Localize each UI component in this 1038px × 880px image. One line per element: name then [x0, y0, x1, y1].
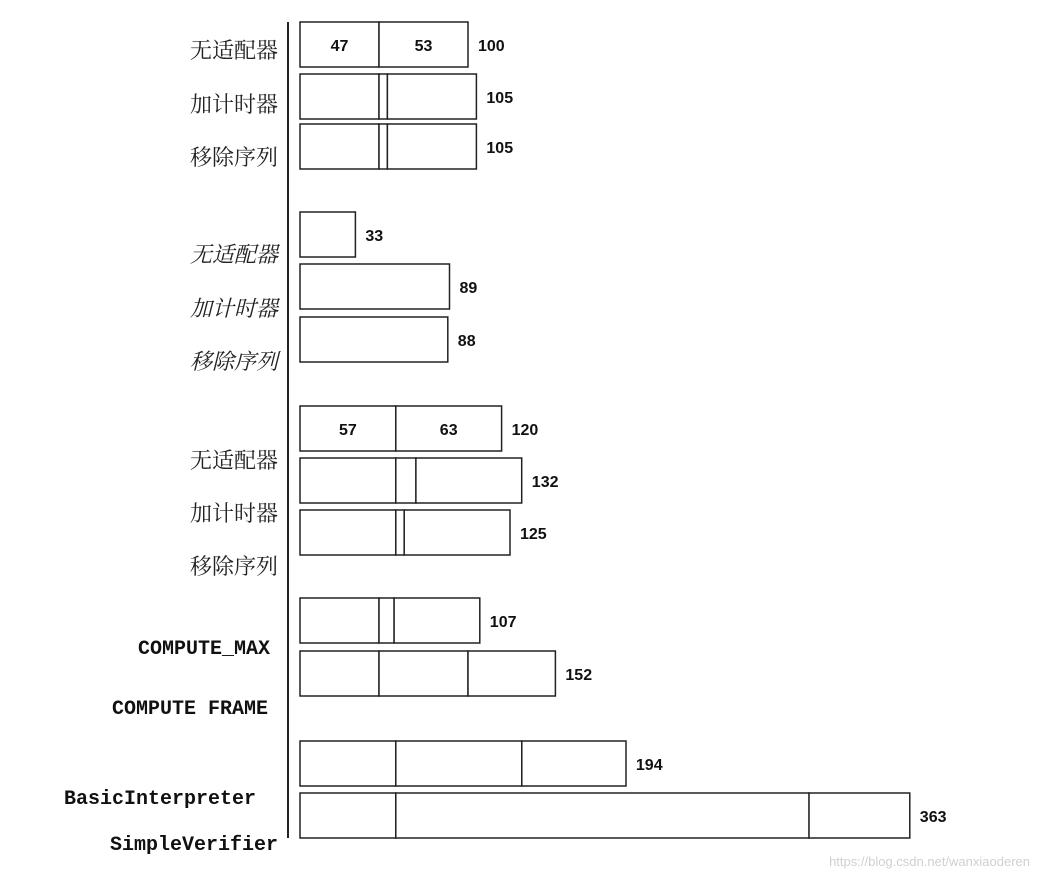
bar-total-label: 105	[486, 140, 514, 157]
bar-segment	[387, 74, 476, 119]
bar	[300, 406, 538, 451]
bar-segment	[300, 458, 396, 503]
segment-value-label: 53	[414, 38, 433, 55]
category-label: SimpleVerifier	[109, 834, 278, 857]
bar-segment	[300, 741, 396, 786]
segment-value-label: 57	[339, 422, 357, 439]
bar	[300, 317, 476, 362]
category-label: 无适配器	[189, 449, 278, 474]
bar	[300, 124, 513, 169]
bar-segment	[300, 124, 379, 169]
bar	[300, 74, 513, 119]
bar-total-label: 152	[565, 667, 593, 684]
bar-total-label: 363	[919, 809, 947, 826]
bar-segment	[300, 510, 396, 555]
category-label: 加计时器	[189, 297, 278, 322]
bar-total-label: 88	[457, 333, 476, 350]
bar	[300, 458, 559, 503]
category-label: COMPUTE FRAME	[111, 698, 268, 721]
bar-segment	[300, 264, 450, 309]
bar-segment	[809, 793, 910, 838]
category-label: 加计时器	[189, 93, 278, 118]
category-label: COMPUTE_MAX	[137, 638, 270, 661]
bar-total-label: 194	[635, 757, 663, 774]
bar-segment	[404, 510, 510, 555]
category-label: 无适配器	[189, 39, 278, 64]
bar-total-label: 100	[478, 38, 505, 55]
bar	[300, 741, 663, 786]
bar-segment	[468, 651, 555, 696]
bar-total-label: 89	[459, 280, 478, 297]
bar-segment	[300, 598, 379, 643]
bar	[300, 598, 517, 643]
bar-total-label: 125	[520, 526, 547, 543]
bars	[300, 22, 947, 838]
bar-segment	[379, 651, 468, 696]
bar	[300, 651, 592, 696]
bar-segment	[396, 741, 522, 786]
watermark: https://blog.csdn.net/wanxiaoderen	[829, 854, 1030, 869]
bar-total-label: 33	[365, 228, 384, 245]
bar-segment	[416, 458, 522, 503]
bar	[300, 212, 383, 257]
bar-segment	[379, 598, 394, 643]
bar-segment	[300, 74, 379, 119]
bar-total-label: 132	[531, 474, 559, 491]
category-label: 加计时器	[189, 502, 278, 527]
category-label: 移除序列	[189, 350, 278, 375]
category-label: BasicInterpreter	[63, 788, 256, 811]
bar-total-label: 120	[511, 422, 539, 439]
bar-segment	[300, 212, 355, 257]
bar-segment	[300, 317, 448, 362]
bar-segment	[379, 74, 387, 119]
category-label: 无适配器	[189, 243, 278, 268]
category-label: 移除序列	[189, 555, 278, 580]
bar	[300, 510, 547, 555]
bar-segment	[394, 598, 480, 643]
bar	[300, 793, 947, 838]
bar	[300, 22, 505, 67]
bar-total-label: 105	[486, 90, 514, 107]
bar-segment	[387, 124, 476, 169]
bar-segment	[396, 458, 416, 503]
bar-segment	[300, 651, 379, 696]
category-labels	[64, 39, 282, 857]
bar	[300, 264, 477, 309]
segment-value-label: 63	[439, 422, 458, 439]
bar-total-label: 107	[489, 614, 517, 631]
bar-segment	[300, 793, 396, 838]
bar-segment	[396, 793, 809, 838]
category-label: 移除序列	[189, 146, 278, 171]
bar-segment	[396, 510, 404, 555]
bar-segment	[379, 124, 387, 169]
segment-value-label: 47	[330, 38, 349, 55]
bar-segment	[522, 741, 626, 786]
